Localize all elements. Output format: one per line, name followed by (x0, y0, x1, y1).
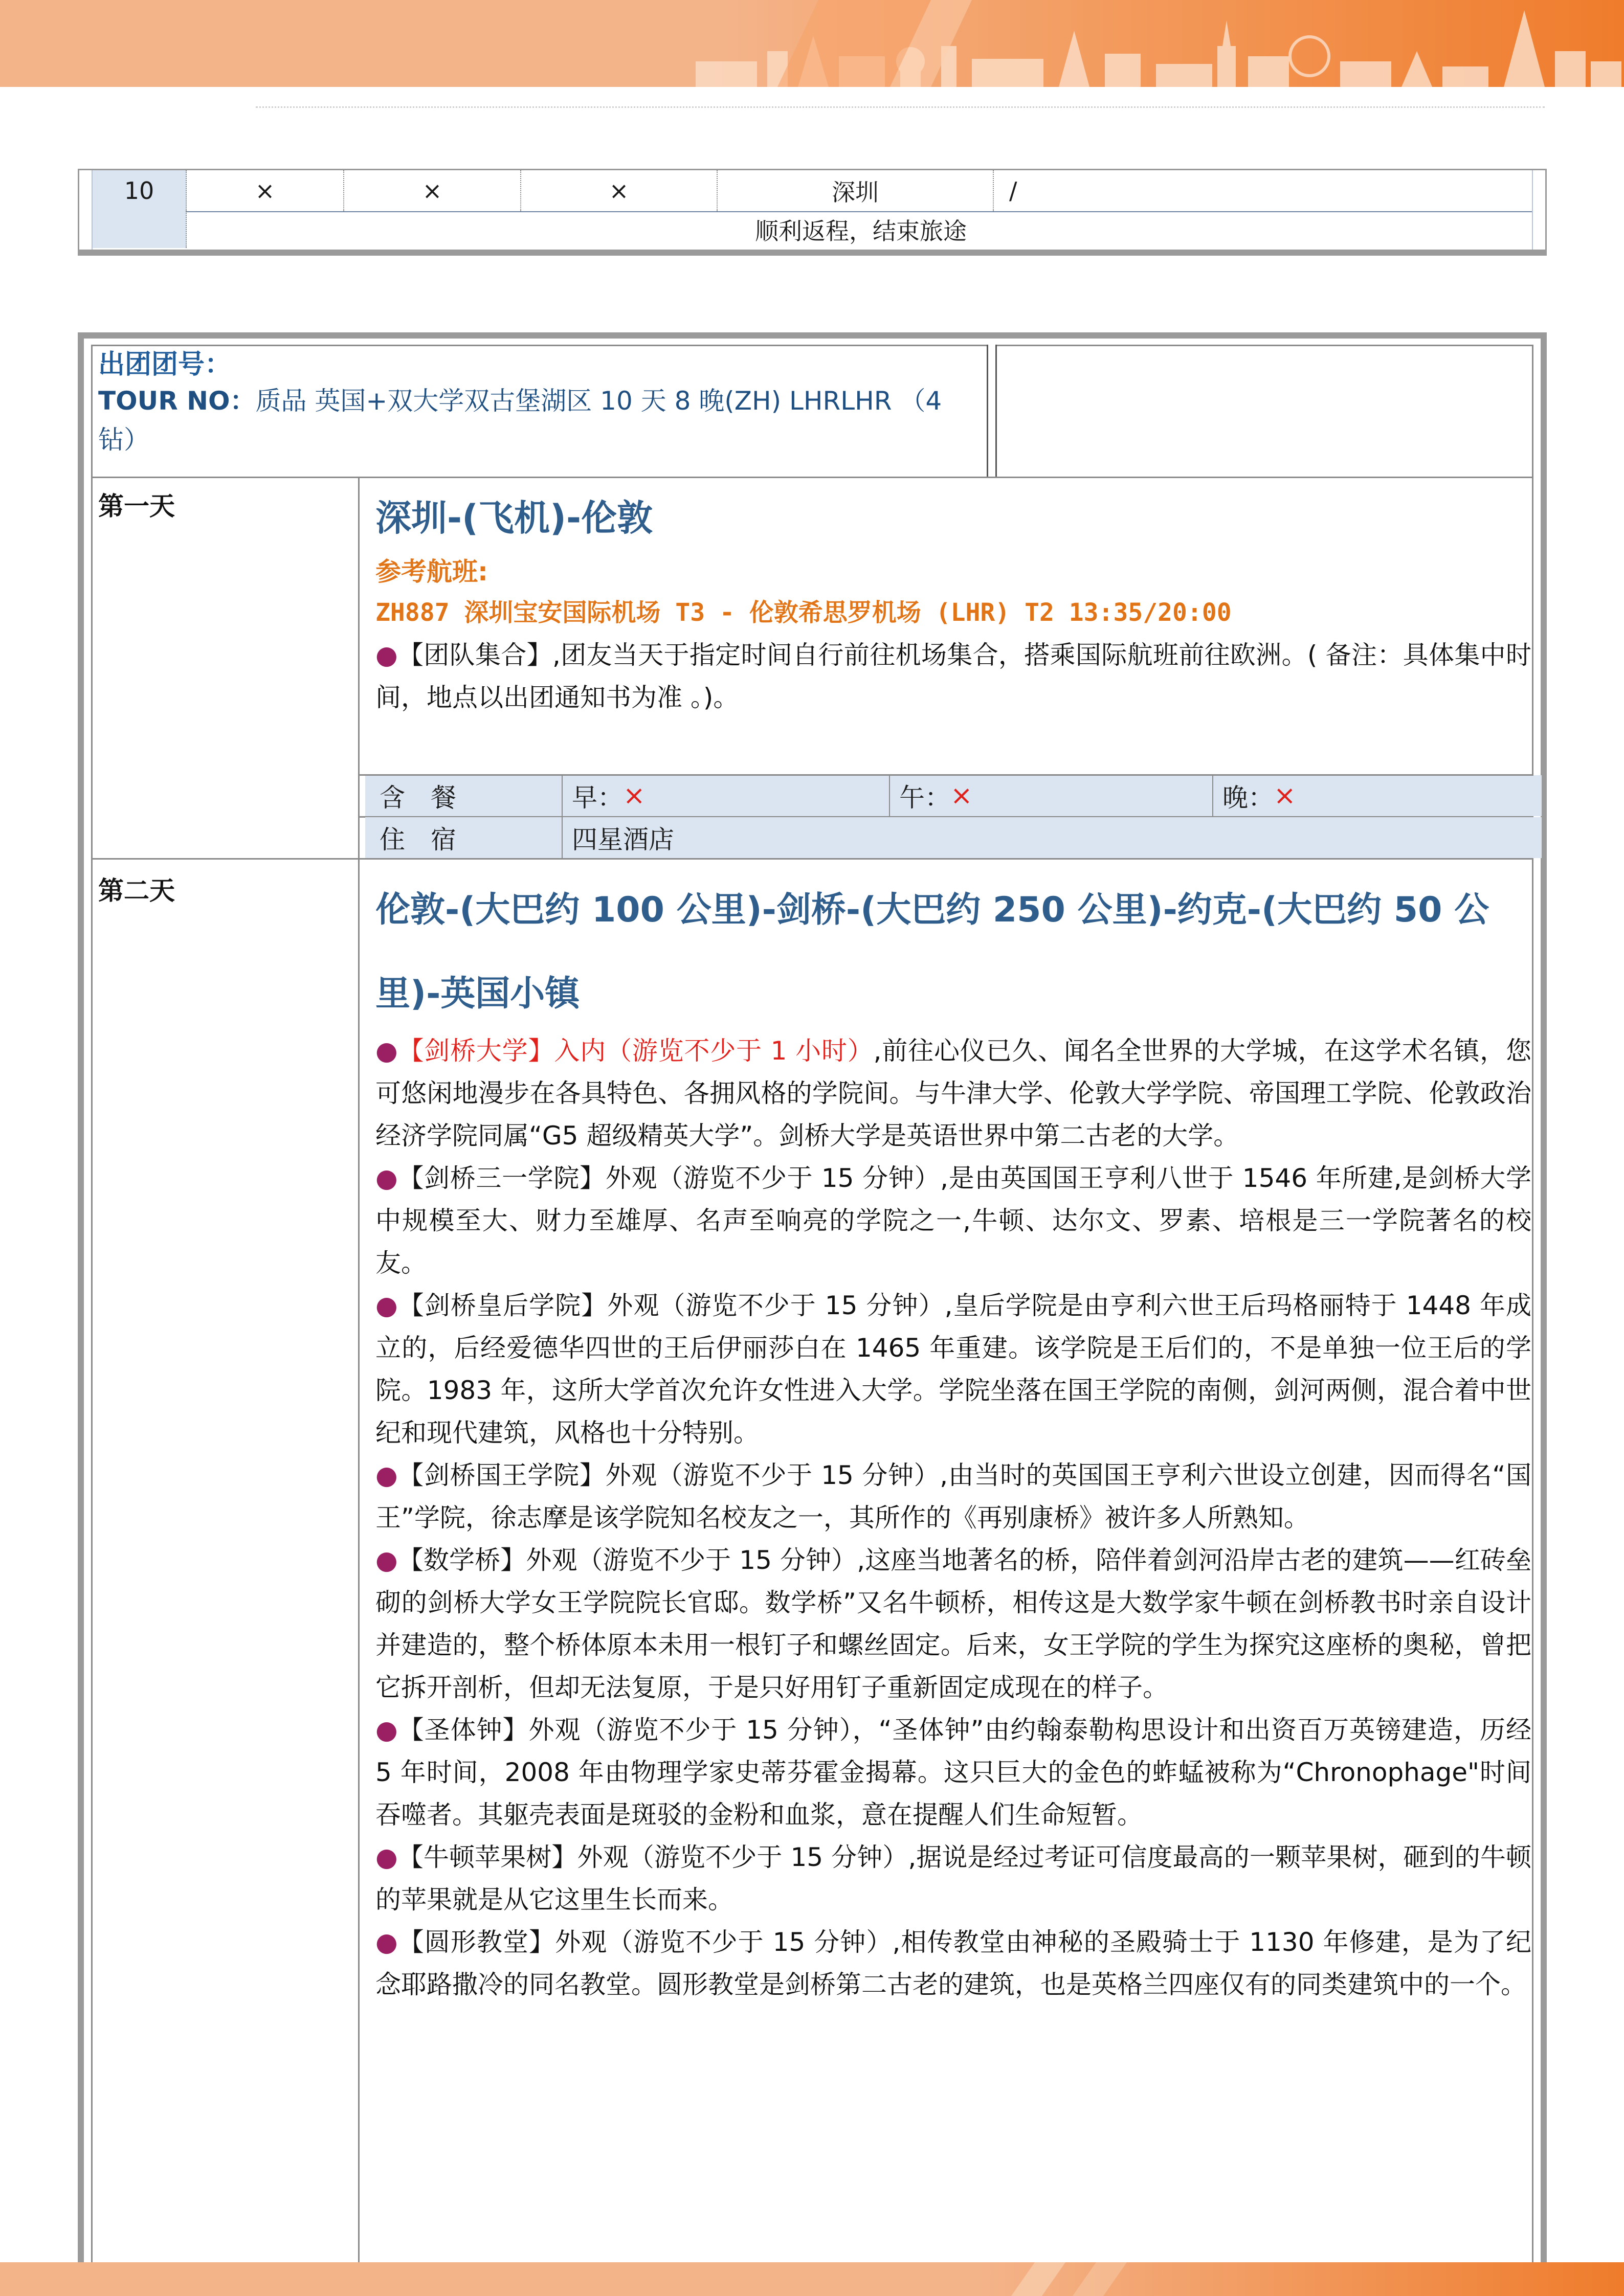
itinerary-table (78, 332, 1547, 2262)
attraction-paragraph (375, 1454, 1531, 1539)
attraction-paragraph (375, 1709, 1531, 1836)
attraction-description: 外观（游览不少于 15 分钟），“圣体钟”由约翰泰勒构思设计和出资百万英镑建造，历经 5 年时间，2008 年由物理学家史蒂芬霍金揭幕。这只巨大的金色的蚱蜢被称为“Chronophage"时间吞噬者。其躯壳表面是斑驳的金粉和血浆，意在提醒人们生命短暂。 (375, 1715, 1531, 1830)
no-meal-icon: × (1274, 780, 1296, 811)
attraction-name: 【剑桥皇后学院】 (398, 1291, 608, 1320)
attraction-description: 外观（游览不少于 15 分钟）,由当时的英国国王亨利六世设立创建，因而得名“国王”学院，徐志摩是该学院知名校友之一，其所作的《再别康桥》被许多人所熟知。 (375, 1460, 1531, 1533)
attraction-name: 【剑桥三一学院】 (398, 1163, 606, 1193)
bullet-icon: ● (375, 1036, 398, 1066)
day2-attractions (375, 1030, 1531, 2006)
dinner-cell: × (521, 170, 718, 211)
bullet-icon: ● (375, 640, 398, 670)
attraction-paragraph (375, 1030, 1531, 1157)
footer-banner (0, 2262, 1624, 2296)
meals-row (365, 775, 1542, 816)
row-divider (358, 774, 1533, 776)
day2-title: 伦敦-(大巴约 100 公里)-剑桥-(大巴约 250 公里)-约克-(大巴约 50 公里)-英国小镇 (375, 890, 1489, 1014)
no-meal-icon: × (623, 780, 646, 811)
attraction-name: 【数学桥】 (397, 1545, 526, 1575)
attraction-paragraph (375, 1921, 1531, 2006)
hotel-cell: / (1009, 177, 1017, 205)
day1-label: 第一天 (98, 491, 175, 521)
bullet-icon: ● (375, 1460, 398, 1490)
attraction-description: 外观（游览不少于 15 分钟）,皇后学院是由亨利六世王后玛格丽特于 1448 年成立的，后经爱德华四世的王后伊丽莎白在 1465 年重建。该学院是王后们的，不是单独一位王后的学院。1983 年，这所大学首次允许女性进入大学。学院坐落在国王学院的南侧，剑河两侧，混合着中世纪和现代建筑，风格也十分特别。 (375, 1291, 1531, 1448)
attraction-paragraph (375, 1157, 1531, 1285)
row-divider (91, 477, 1533, 478)
hotel-label: 住 宿 (380, 825, 456, 854)
dinner-info: 晚： × (1222, 780, 1296, 813)
table-row (93, 211, 1532, 248)
paragraph-heading: 【团队集合】 (397, 640, 552, 670)
city-cell: 深圳 (718, 170, 994, 211)
day-summary: 顺利返程，结束旅途 (755, 217, 967, 245)
tour-number-block (98, 348, 988, 481)
row-header-blank (93, 211, 187, 248)
bullet-icon: ● (375, 1291, 398, 1320)
tour-number-prefix: TOUR NO： (98, 386, 256, 416)
city-skyline-decoration (665, 0, 1624, 87)
row-divider (91, 858, 1533, 860)
flight-label: 参考航班: (375, 557, 488, 587)
meals-label: 含 餐 (380, 783, 456, 813)
attraction-description: 外观（游览不少于 15 分钟）,据说是经过考证可信度最高的一颗苹果树，砸到的牛顿的苹果就是从它这里生长而来。 (375, 1842, 1531, 1915)
breakfast-info: 早： × (572, 780, 646, 813)
attraction-name: 【牛顿苹果树】 (397, 1842, 577, 1872)
attraction-name: 【圣体钟】 (398, 1715, 529, 1745)
day-number: 10 (93, 170, 187, 211)
tour-number (98, 381, 988, 459)
day-column-divider (358, 477, 360, 2268)
tour-number-text: 质品 英国+双大学双古堡湖区 10 天 8 晚(ZH) LHRLHR （4 (255, 386, 942, 416)
tour-label: 出团团号： (98, 349, 232, 380)
attraction-paragraph (375, 1539, 1531, 1709)
prev-schedule-table (78, 169, 1547, 256)
header-banner (0, 0, 1624, 87)
no-meal-icon: × (950, 780, 973, 811)
attraction-description: 外观（游览不少于 15 分钟）,相传教堂由神秘的圣殿骑士于 1130 年修建，是为了纪念耶路撒冷的同名教堂。圆形教堂是剑桥第二古老的建筑，也是英格兰四座仅有的同类建筑中的一个。 (375, 1927, 1531, 1999)
column-divider (987, 345, 997, 477)
attraction-paragraph (375, 1285, 1531, 1454)
header-dotted-rule (256, 106, 1545, 108)
lunch-cell: × (344, 170, 521, 211)
attraction-name: 【剑桥国王学院】 (398, 1460, 606, 1490)
bullet-icon: ● (375, 1545, 398, 1575)
flight-info: ZH887 深圳宝安国际机场 T3 - 伦敦希思罗机场 (LHR) T2 13:35/20:00 (375, 598, 1232, 627)
hotel-row (365, 817, 1542, 858)
tour-number-text-2: 钻） (98, 425, 149, 455)
bullet-icon: ● (375, 1842, 398, 1872)
bullet-icon: ● (375, 1927, 398, 1957)
attraction-description: 外观（游览不少于 15 分钟）,这座当地著名的桥，陪伴着剑河沿岸古老的建筑——红砖垒砌的剑桥大学女王学院院长官邸。数学桥”又名牛顿桥，相传这是大数学家牛顿在剑桥教书时亲自设计并建造的，整个桥体原本未用一根钉子和螺丝固定。后来，女王学院的学生为探究这座桥的奥秘，曾把它拆开剖析，但却无法复原，于是只好用钉子重新固定成现在的样子。 (375, 1545, 1531, 1702)
paragraph-text: ,团友当天于指定时间自行前往机场集合，搭乘国际航班前往欧洲。( 备注：具体集中时间，地点以出团通知书为准 。)。 (375, 640, 1531, 712)
table-row (93, 170, 1532, 212)
attraction-name: 【剑桥大学】入内（游览不少于 1 小时） (398, 1036, 874, 1066)
day1-title: 深圳-(飞机)-伦敦 (375, 497, 653, 539)
attraction-paragraph (375, 1836, 1531, 1921)
bullet-icon: ● (375, 1715, 398, 1745)
bullet-icon: ● (375, 1163, 398, 1193)
attraction-description: 外观（游览不少于 15 分钟）,是由英国国王亨利八世于 1546 年所建,是剑桥大学中规模至大、财力至雄厚、名声至响亮的学院之一,牛顿、达尔文、罗素、培根是三一学院著名的校友。 (375, 1163, 1532, 1278)
lunch-info: 午： × (899, 780, 973, 813)
day1-paragraph (375, 634, 1531, 719)
attraction-name: 【圆形教堂】 (398, 1927, 555, 1957)
attraction-description: ,前往心仪已久、闻名全世界的大学城，在这学术名镇，您可悠闲地漫步在各具特色、各拥风格的学院间。与牛津大学、伦敦大学学院、帝国理工学院、伦敦政治经济学院同属“G5 超级精英大学”。剑桥大学是英语世界中第二古老的大学。 (375, 1036, 1531, 1151)
hotel-value: 四星酒店 (572, 825, 674, 854)
breakfast-cell: × (187, 170, 344, 211)
day2-label: 第二天 (98, 876, 175, 906)
